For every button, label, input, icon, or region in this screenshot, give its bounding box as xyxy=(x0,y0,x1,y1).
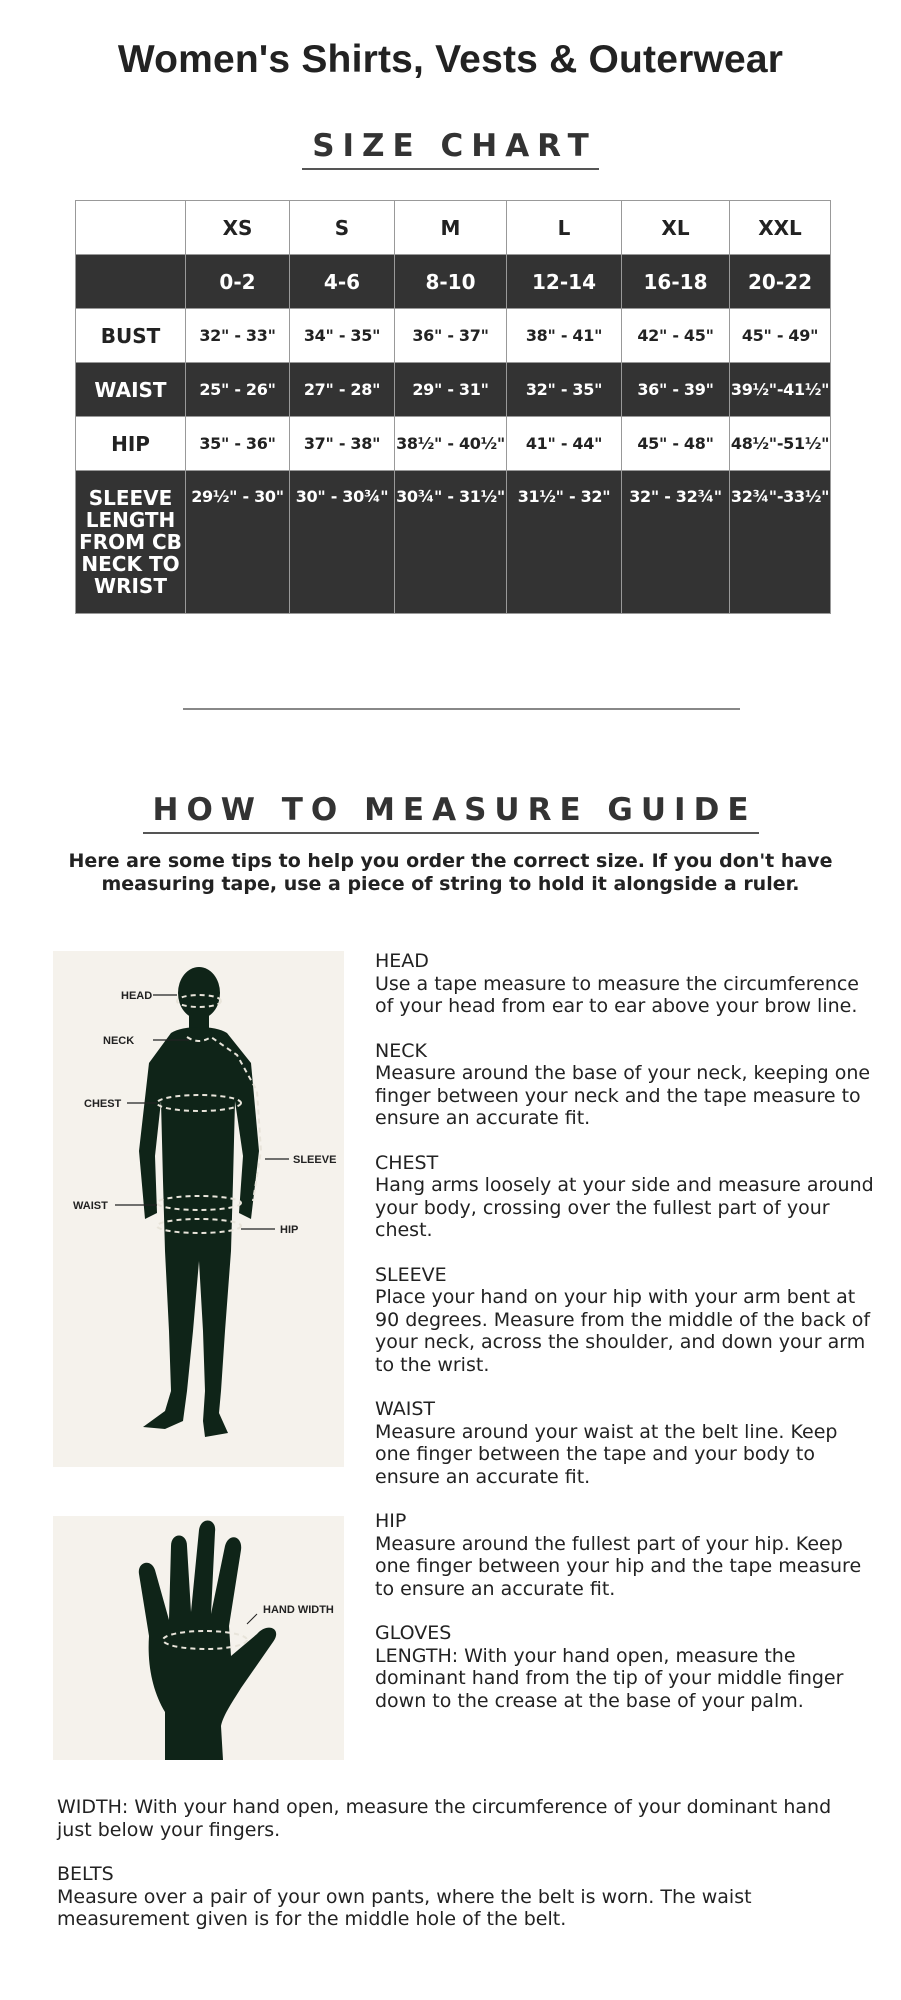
size-label: M xyxy=(395,201,507,255)
body-silhouette-illustration xyxy=(53,951,344,1467)
size-label: S xyxy=(290,201,395,255)
tip-text: Measure over a pair of your own pants, where the belt is worn. The waist measurement given is for the middle hole of the belt. xyxy=(57,1885,752,1930)
table-cell: 29½" - 30" xyxy=(186,471,290,614)
table-cell: 32" - 35" xyxy=(507,363,622,417)
hand-silhouette-illustration xyxy=(53,1516,344,1760)
table-cell: 27" - 28" xyxy=(290,363,395,417)
sleeve-row xyxy=(76,471,831,614)
sleeve-label: SLEEVE xyxy=(293,1154,337,1166)
table-cell: 25" - 26" xyxy=(186,363,290,417)
size-label: XXL xyxy=(730,201,831,255)
row-label: WAIST xyxy=(76,363,186,417)
intro-text: Here are some tips to help you order the correct size. If you don't have measuring tape, use a piece of string to hold it alongside a ruler. xyxy=(68,850,833,895)
waist-row xyxy=(76,363,831,417)
table-cell: 36" - 37" xyxy=(395,309,507,363)
hip-row xyxy=(76,417,831,471)
tip-text: Place your hand on your hip with your arm bent at 90 degrees. Measure from the middle of the back of your neck, across the shoulder, and down your arm to the wrist. xyxy=(375,1286,871,1376)
table-cell: 32" - 32¾" xyxy=(622,471,730,614)
tip-neck xyxy=(375,1040,875,1130)
head-label: HEAD xyxy=(121,990,153,1002)
corner-cell xyxy=(76,255,186,309)
numeric-size: 4-6 xyxy=(290,255,395,309)
measure-guide-heading xyxy=(0,792,901,834)
table-cell: 38" - 41" xyxy=(507,309,622,363)
measure-guide-heading-text: HOW TO MEASURE GUIDE xyxy=(143,792,759,834)
table-cell: 39½"-41½" xyxy=(730,363,831,417)
table-cell: 45" - 49" xyxy=(730,309,831,363)
chest-label: CHEST xyxy=(84,1098,122,1110)
size-chart-table xyxy=(75,200,831,614)
measure-tips-list xyxy=(375,950,875,1734)
page-title: Women's Shirts, Vests & Outerwear xyxy=(117,38,784,81)
size-label: L xyxy=(507,201,622,255)
size-label: XS xyxy=(186,201,290,255)
tip-hip xyxy=(375,1510,875,1600)
tip-text: Measure around the base of your neck, keeping one finger between your neck and the tape measure to ensure an accurate fit. xyxy=(375,1062,871,1129)
table-cell: 42" - 45" xyxy=(622,309,730,363)
bottom-tips xyxy=(57,1796,857,1953)
numeric-size: 8-10 xyxy=(395,255,507,309)
table-cell: 38½" - 40½" xyxy=(395,417,507,471)
neck-label: NECK xyxy=(103,1035,135,1047)
table-cell: 36" - 39" xyxy=(622,363,730,417)
tip-gloves xyxy=(375,1622,875,1712)
row-label: BUST xyxy=(76,309,186,363)
numeric-size: 0-2 xyxy=(186,255,290,309)
tip-head xyxy=(375,950,875,1018)
tip-title: SLEEVE xyxy=(375,1263,447,1286)
row-label: HIP xyxy=(76,417,186,471)
row-label: SLEEVE LENGTH FROM CB NECK TO WRIST xyxy=(76,471,186,614)
tip-title: NECK xyxy=(375,1039,427,1062)
corner-cell xyxy=(76,201,186,255)
table-cell: 31½" - 32" xyxy=(507,471,622,614)
table-cell: 29" - 31" xyxy=(395,363,507,417)
table-cell: 41" - 44" xyxy=(507,417,622,471)
size-label: XL xyxy=(622,201,730,255)
table-cell: 32" - 33" xyxy=(186,309,290,363)
table-cell: 45" - 48" xyxy=(622,417,730,471)
tip-text: LENGTH: With your hand open, measure the dominant hand from the tip of your middle finger down to the crease at the base of your palm. xyxy=(375,1644,844,1712)
numeric-size: 16-18 xyxy=(622,255,730,309)
table-cell: 30¾" - 31½" xyxy=(395,471,507,614)
tip-waist xyxy=(375,1398,875,1488)
table-cell: 34" - 35" xyxy=(290,309,395,363)
tip-chest xyxy=(375,1152,875,1242)
tip-sleeve xyxy=(375,1264,875,1377)
waist-label: WAIST xyxy=(73,1200,108,1212)
bust-row xyxy=(76,309,831,363)
numeric-size: 20-22 xyxy=(730,255,831,309)
tip-text: Hang arms loosely at your side and measure around your body, crossing over the fullest part of your chest. xyxy=(375,1174,874,1241)
size-header-row xyxy=(76,201,831,255)
gloves-width-text: WIDTH: With your hand open, measure the circumference of your dominant hand just below your fingers. xyxy=(57,1796,832,1841)
size-chart-heading xyxy=(0,128,901,170)
tip-text: Use a tape measure to measure the circumference of your head from ear to ear above your brow line. xyxy=(375,972,859,1017)
body-measure-figure xyxy=(53,951,344,1467)
section-divider xyxy=(183,708,740,710)
table-cell: 32¾"-33½" xyxy=(730,471,831,614)
tip-text: Measure around the fullest part of your hip. Keep one finger between your hip and the tape measure to ensure an accurate fit. xyxy=(375,1532,862,1600)
table-cell: 30" - 30¾" xyxy=(290,471,395,614)
hand-measure-figure xyxy=(53,1516,344,1760)
tip-text: Measure around your waist at the belt line. Keep one finger between the tape and your body to ensure an accurate fit. xyxy=(375,1420,838,1488)
tip-title: WAIST xyxy=(375,1398,436,1420)
tip-title: BELTS xyxy=(57,1863,114,1885)
hip-label: HIP xyxy=(280,1224,299,1236)
tip-title: HEAD xyxy=(375,950,429,972)
hand-width-label: HAND WIDTH xyxy=(263,1604,334,1616)
tip-title: HIP xyxy=(375,1510,407,1532)
table-cell: 37" - 38" xyxy=(290,417,395,471)
tip-title: CHEST xyxy=(375,1151,439,1174)
tip-title: GLOVES xyxy=(375,1622,452,1644)
tip-belts xyxy=(57,1863,857,1931)
size-chart-heading-text: SIZE CHART xyxy=(302,128,599,170)
table-cell: 48½"-51½" xyxy=(730,417,831,471)
numeric-size: 12-14 xyxy=(507,255,622,309)
numeric-size-row xyxy=(76,255,831,309)
table-cell: 35" - 36" xyxy=(186,417,290,471)
